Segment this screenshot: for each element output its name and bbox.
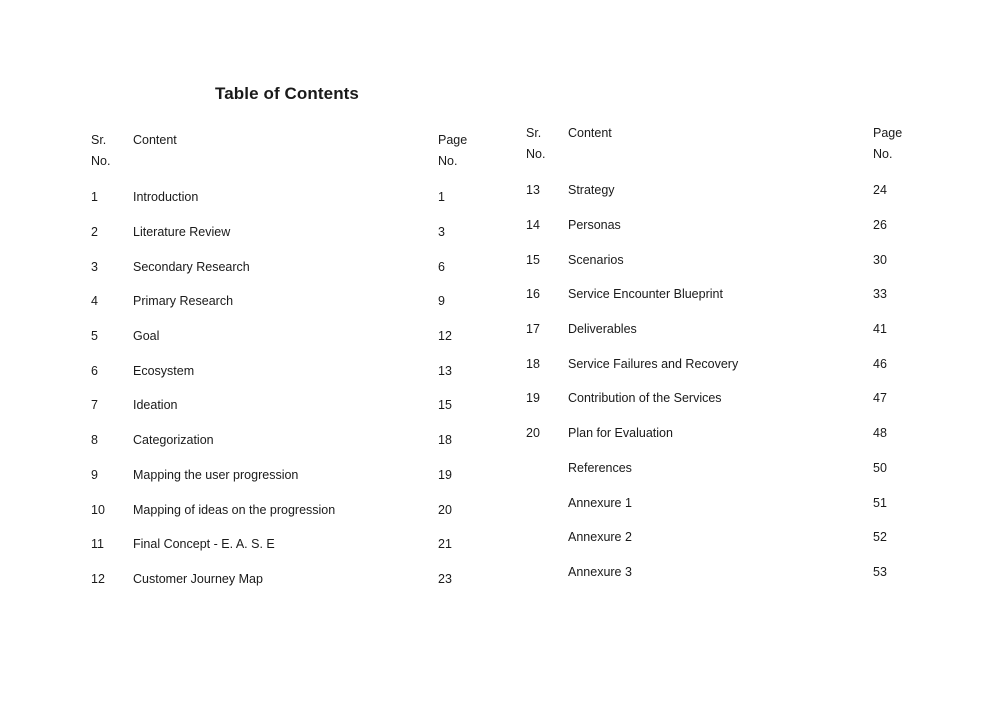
- toc-row: [526, 451, 946, 486]
- toc-row: [91, 562, 511, 597]
- page-number: 21: [438, 537, 452, 552]
- page-number: 30: [873, 252, 887, 267]
- page-number: 53: [873, 564, 887, 579]
- entry-title: Introduction: [133, 190, 199, 205]
- sr-header-line2: No.: [91, 154, 111, 168]
- toc-row: [526, 381, 946, 416]
- sr-number: 2: [91, 225, 98, 240]
- entry-title: Literature Review: [133, 225, 231, 240]
- page-number: 23: [438, 571, 452, 586]
- content-header: Content: [568, 126, 612, 140]
- sr-number: 10: [91, 502, 105, 517]
- page-number: 41: [873, 322, 887, 337]
- page-number: 52: [873, 530, 887, 545]
- toc-row: [91, 423, 511, 458]
- page-number: 46: [873, 356, 887, 371]
- sr-number: 6: [91, 363, 98, 378]
- toc-row: [91, 249, 511, 284]
- entry-title: Annexure 2: [568, 530, 632, 545]
- sr-number: 3: [91, 259, 98, 274]
- toc-table-right: [526, 123, 946, 589]
- entry-title: Customer Journey Map: [133, 571, 263, 586]
- entry-title: Contribution of the Services: [568, 391, 722, 406]
- sr-number: 16: [526, 287, 540, 302]
- page-number: 50: [873, 460, 887, 475]
- page-number: 13: [438, 363, 452, 378]
- sr-number: 8: [91, 433, 98, 448]
- toc-row: [526, 312, 946, 347]
- page-number: 48: [873, 426, 887, 441]
- sr-number: 14: [526, 218, 540, 233]
- page-title: Table of Contents: [215, 84, 359, 103]
- entry-title: Ideation: [133, 398, 178, 413]
- entry-title: Ecosystem: [133, 363, 195, 378]
- content-header: Content: [133, 133, 177, 147]
- sr-number: 9: [91, 467, 98, 482]
- toc-row: [91, 319, 511, 354]
- sr-header-line1: Sr.: [526, 126, 542, 140]
- toc-header-left: [91, 130, 511, 180]
- toc-row: [91, 492, 511, 527]
- sr-no-header: [91, 130, 133, 172]
- entry-title: Service Encounter Blueprint: [568, 287, 723, 302]
- toc-row: [526, 555, 946, 590]
- toc-row: [526, 242, 946, 277]
- entry-title: Strategy: [568, 183, 615, 198]
- entry-title: Scenarios: [568, 252, 624, 267]
- sr-number: 19: [526, 391, 540, 406]
- entry-title: Secondary Research: [133, 259, 250, 274]
- sr-header-line1: Sr.: [91, 133, 107, 147]
- page-number: 12: [438, 329, 452, 344]
- sr-number: 15: [526, 252, 540, 267]
- page-number: 20: [438, 502, 452, 517]
- toc-row: [91, 353, 511, 388]
- toc-row: [526, 485, 946, 520]
- toc-row: [526, 173, 946, 208]
- page-number: 24: [873, 183, 887, 198]
- page-number: 9: [438, 294, 445, 309]
- sr-number: 4: [91, 294, 98, 309]
- page-number: 1: [438, 190, 445, 205]
- page-number: 3: [438, 225, 445, 240]
- page-header-line1: Page: [438, 133, 468, 147]
- toc-row: [91, 180, 511, 215]
- toc-row: [526, 277, 946, 312]
- toc-row: [91, 215, 511, 250]
- entry-title: Mapping of ideas on the progression: [133, 502, 336, 517]
- sr-number: 5: [91, 329, 98, 344]
- entry-title: Annexure 3: [568, 564, 632, 579]
- sr-number: 18: [526, 356, 540, 371]
- page-number: 33: [873, 287, 887, 302]
- entry-title: Personas: [568, 218, 621, 233]
- toc-row: [91, 388, 511, 423]
- page-header-line2: No.: [873, 147, 893, 161]
- toc-row: [526, 520, 946, 555]
- sr-number: 20: [526, 426, 540, 441]
- page-no-header: [873, 123, 933, 165]
- sr-header-line2: No.: [526, 147, 546, 161]
- sr-number: 1: [91, 190, 98, 205]
- toc-table-left: [91, 130, 511, 596]
- page-number: 51: [873, 495, 887, 510]
- entry-title: Deliverables: [568, 322, 637, 337]
- entry-title: Final Concept - E. A. S. E: [133, 537, 275, 552]
- toc-rows-right: [526, 173, 946, 589]
- entry-title: Categorization: [133, 433, 214, 448]
- toc-row: [91, 527, 511, 562]
- sr-no-header: [526, 123, 568, 165]
- entry-title: Plan for Evaluation: [568, 426, 673, 441]
- page-header-line1: Page: [873, 126, 903, 140]
- page-number: 19: [438, 467, 452, 482]
- toc-row: [526, 208, 946, 243]
- sr-number: 13: [526, 183, 540, 198]
- entry-title: Primary Research: [133, 294, 234, 309]
- sr-number: 17: [526, 322, 540, 337]
- page-header-line2: No.: [438, 154, 458, 168]
- page-number: 26: [873, 218, 887, 233]
- sr-number: 11: [91, 537, 104, 552]
- toc-row: [91, 284, 511, 319]
- toc-rows-left: [91, 180, 511, 596]
- sr-number: 7: [91, 398, 98, 413]
- entry-title: Goal: [133, 329, 160, 344]
- entry-title: Mapping the user progression: [133, 467, 299, 482]
- toc-header-right: [526, 123, 946, 173]
- toc-row: [91, 458, 511, 493]
- entry-title: References: [568, 460, 632, 475]
- sr-number: 12: [91, 571, 105, 586]
- toc-row: [526, 416, 946, 451]
- entry-title: Annexure 1: [568, 495, 632, 510]
- page-no-header: [438, 130, 498, 172]
- page-number: 6: [438, 259, 445, 274]
- toc-row: [526, 346, 946, 381]
- page-number: 18: [438, 433, 452, 448]
- page-number: 15: [438, 398, 452, 413]
- page-number: 47: [873, 391, 887, 406]
- entry-title: Service Failures and Recovery: [568, 356, 739, 371]
